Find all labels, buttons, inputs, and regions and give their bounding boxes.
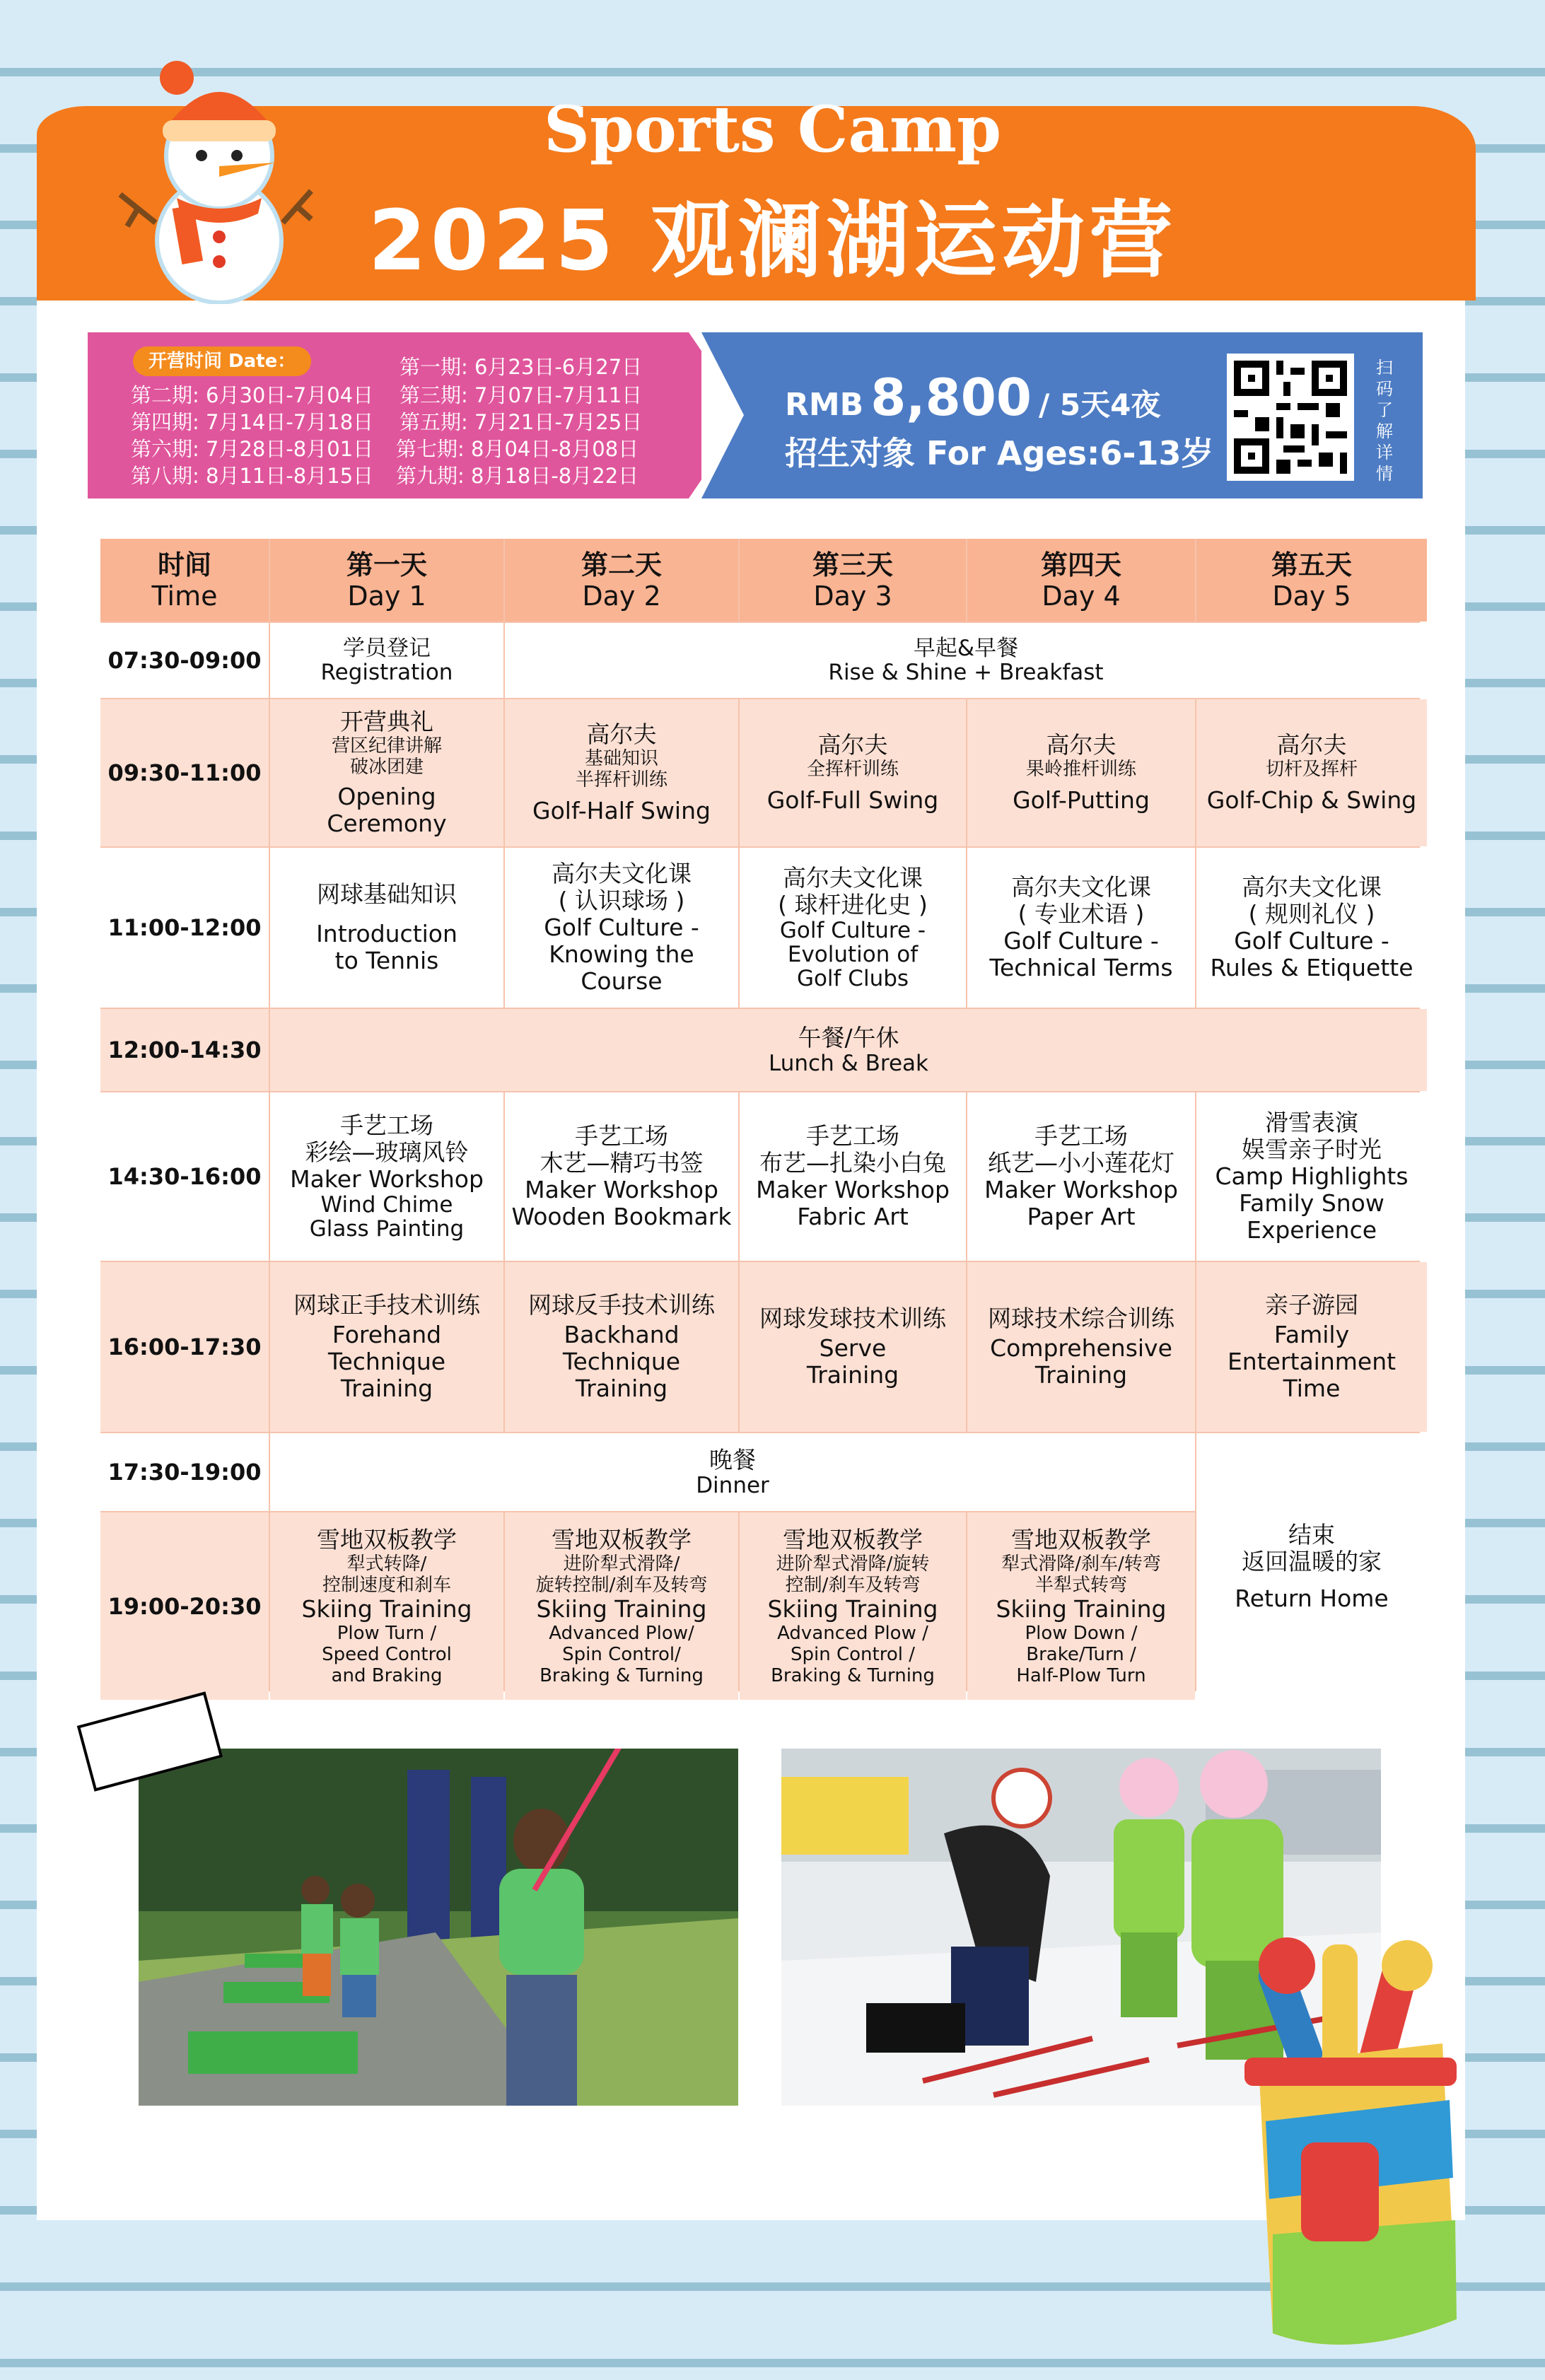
qr-caption: 扫码了解详情 (1376, 358, 1393, 484)
row3-day3: 高尔夫文化课 ( 球杆进化史 ) Golf Culture - Evolution of Golf Clubs (740, 848, 966, 1008)
row2-day3: 高尔夫 全挥杆训练 Golf-Full Swing (740, 699, 966, 846)
ages-line: 招生对象 For Ages:6-13岁 (785, 434, 1214, 472)
row3-day4: 高尔夫文化课 ( 专业术语 ) Golf Culture - Technical Terms (967, 848, 1195, 1008)
session-2: 第二期: 6月30日-7月04日 (131, 383, 374, 407)
row5-day2: 手艺工场 木艺—精巧书签 Maker Workshop Wooden Bookmark (505, 1092, 738, 1261)
price-line (785, 368, 1160, 427)
time-cell: 17:30-19:00 (100, 1433, 269, 1511)
time-cell: 16:00-17:30 (100, 1262, 269, 1432)
row6-day4: 网球技术综合训练 Comprehensive Training (967, 1262, 1195, 1432)
row8-day4: 雪地双板教学 犁式滑降/刹车/转弯 半犁式转弯 Skiing Training Plow Down / Brake/Turn / Half-Plow Turn (967, 1512, 1195, 1700)
session-6: 第六期: 7月28日-8月01日 (131, 437, 374, 461)
row3-day1: 网球基础知识 Introduction to Tennis (270, 848, 503, 1008)
golf-bag-icon (1230, 1937, 1499, 2376)
row6-day2: 网球反手技术训练 Backhand Technique Training (505, 1262, 738, 1432)
session-7: 第七期: 8月04日-8月08日 (396, 437, 639, 461)
row3-day5: 高尔夫文化课 ( 规则礼仪 ) Golf Culture - Rules & Etiquette (1196, 848, 1427, 1008)
price-panel-notch (701, 332, 744, 498)
row6-day5: 亲子游园 Family Entertainment Time (1196, 1262, 1427, 1432)
time-cell: 12:00-14:30 (100, 1009, 269, 1091)
session-9: 第九期: 8月18日-8月22日 (396, 464, 639, 488)
row2-day5: 高尔夫 切杆及挥杆 Golf-Chip & Swing (1196, 699, 1427, 846)
price-duration: / 5天4夜 (1038, 387, 1161, 422)
row6-day3: 网球发球技术训练 Serve Training (740, 1262, 966, 1432)
banner-subtitle: Sports Camp (543, 92, 1002, 167)
row5-day5: 滑雪表演 娱雪亲子时光 Camp Highlights Family Snow Experience (1196, 1092, 1427, 1261)
row5-day4: 手艺工场 纸艺—小小莲花灯 Maker Workshop Paper Art (967, 1092, 1195, 1261)
row6-day1: 网球正手技术训练 Forehand Technique Training (270, 1262, 503, 1432)
row8-day1: 雪地双板教学 犁式转降/ 控制速度和刹车 Skiing Training Plow Turn / Speed Control and Braking (270, 1512, 503, 1700)
row3-day2: 高尔夫文化课 ( 认识球场 ) Golf Culture - Knowing the Course (505, 848, 738, 1008)
row2-day1: 开营典礼 营区纪律讲解 破冰团建 Opening Ceremony (270, 699, 503, 846)
session-5: 第五期: 7月21日-7月25日 (400, 410, 643, 434)
row2-day4: 高尔夫 果岭推杆训练 Golf-Putting (967, 699, 1195, 846)
row5-day1: 手艺工场 彩绘—玻璃风铃 Maker Workshop Wind Chime Glass Painting (270, 1092, 503, 1261)
dates-tag: 开营时间 Date： (133, 346, 311, 376)
session-8: 第八期: 8月11日-8月15日 (131, 464, 374, 488)
row1-breakfast: 早起&早餐 Rise & Shine + Breakfast (505, 623, 1427, 698)
banner-title: 2025 观澜湖运动营 (368, 192, 1177, 289)
header-time: 时间 Time (100, 539, 269, 622)
row1-day1: 学员登记 Registration (270, 623, 503, 698)
session-3: 第三期: 7月07日-7月11日 (400, 383, 643, 407)
row4-lunch: 午餐/午休 Lunch & Break (270, 1009, 1427, 1091)
session-1: 第一期: 6月23日-6月27日 (400, 355, 643, 379)
time-cell: 14:30-16:00 (100, 1092, 269, 1261)
qr-code-icon[interactable] (1227, 354, 1354, 481)
header-day-3: 第三天 Day 3 (740, 539, 966, 622)
schedule-table (100, 539, 1420, 1691)
time-cell: 09:30-11:00 (100, 699, 269, 846)
time-cell: 11:00-12:00 (100, 848, 269, 1008)
time-cell: 07:30-09:00 (100, 623, 269, 698)
price-currency: RMB (785, 387, 864, 423)
header-day-2: 第二天 Day 2 (505, 539, 738, 622)
time-cell: 19:00-20:30 (100, 1512, 269, 1700)
return-home-cell: 结束 返回温暖的家 Return Home (1196, 1433, 1427, 1700)
golf-photo (139, 1749, 738, 2106)
header-day-1: 第一天 Day 1 (270, 539, 503, 622)
snowman-icon (106, 49, 318, 304)
session-4: 第四期: 7月14日-7月18日 (131, 410, 374, 434)
price-amount: 8,800 (870, 368, 1032, 427)
row8-day2: 雪地双板教学 进阶犁式滑降/ 旋转控制/刹车及转弯 Skiing Training Advanced Plow/ Spin Control/ Braking & Turning (505, 1512, 738, 1700)
row8-day3: 雪地双板教学 进阶犁式滑降/旋转 控制/刹车及转弯 Skiing Training Advanced Plow / Spin Control / Braking & Turning (740, 1512, 966, 1700)
header-day-4: 第四天 Day 4 (967, 539, 1195, 622)
row5-day3: 手艺工场 布艺—扎染小白兔 Maker Workshop Fabric Art (740, 1092, 966, 1261)
row2-day2: 高尔夫 基础知识 半挥杆训练 Golf-Half Swing (505, 699, 738, 846)
row7-dinner: 晚餐 Dinner (270, 1433, 1195, 1511)
header-day-5: 第五天 Day 5 (1196, 539, 1427, 622)
